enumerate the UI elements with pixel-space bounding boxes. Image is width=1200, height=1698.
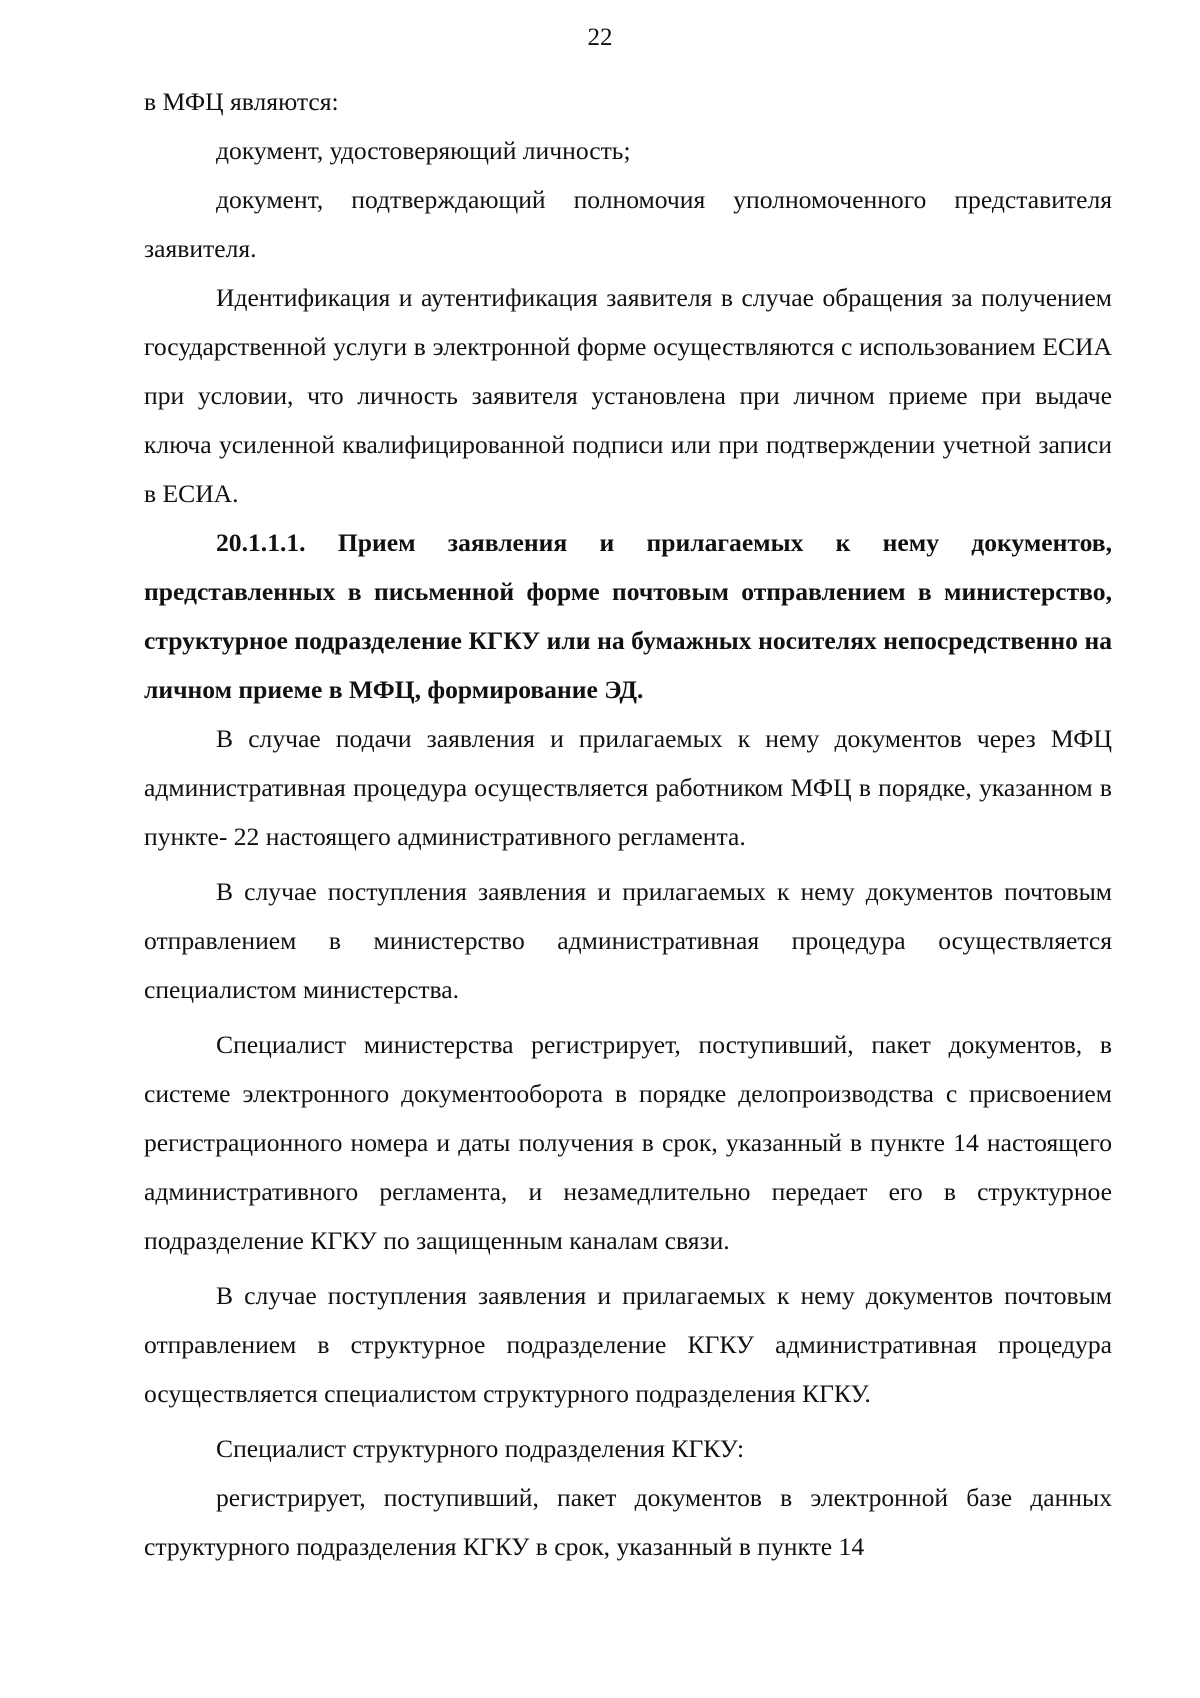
paragraph-kgku-specialist: Специалист структурного подразделения КГКУ: — [216, 1434, 745, 1463]
paragraph-list-item-identity: документ, удостоверяющий личность; — [216, 136, 631, 165]
paragraph-identification: Идентификация и аутентификация заявителя в случае обращения за получением государственной услуги в электронной форме осуществляются с использованием ЕСИА при условии, что личность заявителя установлена при личном приеме при выдаче ключа усиленной квалифицированной подписи или при подтверждении учетной записи в ЕСИА. — [144, 283, 1112, 508]
page-number: 22 — [587, 24, 613, 51]
paragraph-intro: в МФЦ являются: — [144, 87, 339, 116]
paragraph-kgku-registration: регистрирует, поступивший, пакет документов в электронной базе данных структурного подразделения КГКУ в срок, указанный в пункте 14 — [144, 1483, 1112, 1561]
paragraph-ministry-registration: Специалист министерства регистрирует, поступивший, пакет документов, в системе электронного документооборота в порядке делопроизводства с присвоением регистрационного номера и даты получения в срок, указанный в пункте 14 настоящего административного регламента, и незамедлительно передает его в структурное подразделение КГКУ по защищенным каналам связи. — [144, 1030, 1112, 1255]
paragraph-kgku-mail: В случае поступления заявления и прилагаемых к нему документов почтовым отправлением в структурное подразделение КГКУ административная процедура осуществляется специалистом структурного подразделения КГКУ. — [144, 1281, 1112, 1408]
section-heading: 20.1.1.1. Прием заявления и прилагаемых к нему документов, представленных в письменной форме почтовым отправлением в министерство, структурное подразделение КГКУ или на бумажных носителях непосредственно на личном приеме в МФЦ, формирование ЭД. — [144, 528, 1112, 704]
paragraph-list-item-authority: документ, подтверждающий полномочия уполномоченного представителя заявителя. — [144, 185, 1112, 263]
paragraph-mfc: В случае подачи заявления и прилагаемых к нему документов через МФЦ административная процедура осуществляется работником МФЦ в порядке, указанном в пункте- 22 настоящего административного регламента. — [144, 724, 1112, 851]
document-body — [144, 77, 1112, 1571]
paragraph-ministry-mail: В случае поступления заявления и прилагаемых к нему документов почтовым отправлением в министерство административная процедура осуществляется специалистом министерства. — [144, 877, 1112, 1004]
